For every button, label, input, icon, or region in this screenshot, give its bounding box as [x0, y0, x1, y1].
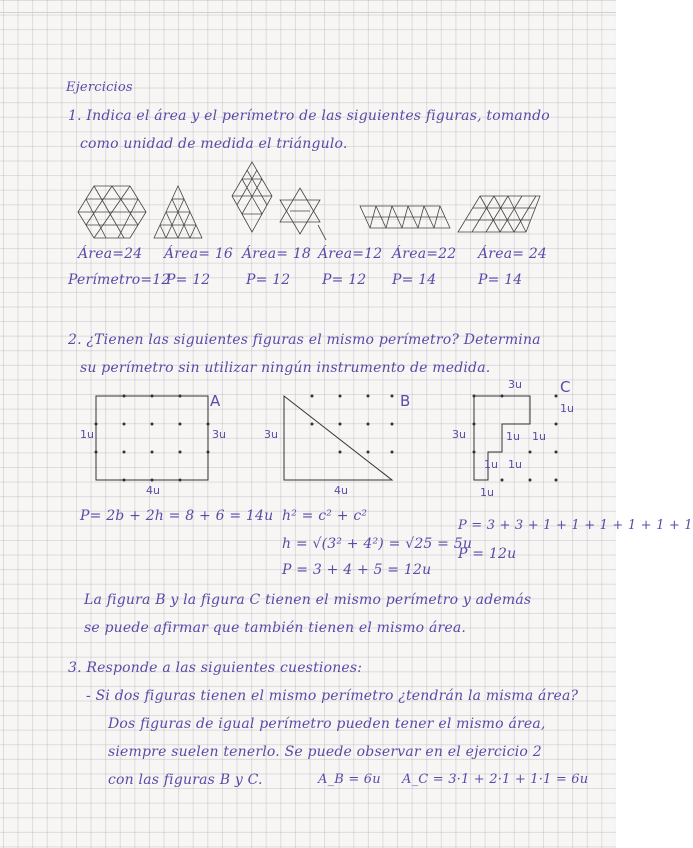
ex2-conclusion2: se puede afirmar que también tienen el mismo área. — [84, 620, 467, 636]
fig1-area: Área=24 — [78, 246, 143, 262]
fig-b-height: 3u — [264, 428, 278, 441]
title: Ejercicios — [66, 80, 133, 95]
figure-b — [284, 395, 394, 481]
ex3-answer-line3: con las figuras B y C. — [108, 772, 263, 788]
fig2-area: Área= 16 — [164, 246, 234, 262]
ex2-line1: 2. ¿Tienen las siguientes figuras el mismo perímetro? Determina — [68, 332, 541, 348]
ex3-answer-line1: Dos figuras de igual perímetro pueden tener el mismo área, — [108, 716, 546, 732]
fig3-perimeter: P= 12 — [246, 272, 291, 288]
fig-a-side: 1u — [80, 428, 94, 441]
fig-c-unit2: 1u — [532, 430, 546, 443]
fig-c-unit1: 1u — [506, 430, 520, 443]
fig-c-unit4: 1u — [508, 458, 522, 471]
fig-c-unit3: 1u — [484, 458, 498, 471]
fig-a-height: 3u — [212, 428, 226, 441]
ex3-title: 3. Responde a las siguientes cuestiones: — [68, 660, 363, 676]
fig3-area: Área= 18 — [242, 246, 312, 262]
fig-b-formula1: h² = c² + c² — [282, 508, 368, 524]
fig-a-formula: P= 2b + 2h = 8 + 6 = 14u — [80, 508, 274, 524]
fig2-perimeter: P= 12 — [166, 272, 211, 288]
ex2-conclusion1: La figura B y la figura C tienen el mismo perímetro y además — [84, 592, 532, 608]
fig6-area: Área= 24 — [478, 246, 548, 262]
fig-c-left: 3u — [452, 428, 466, 441]
fig4-area: Área=12 — [318, 246, 383, 262]
fig-b-formula3: P = 3 + 4 + 5 = 12u — [282, 562, 432, 578]
fig6-perimeter: P= 14 — [478, 272, 523, 288]
fig4-perimeter: P= 12 — [322, 272, 367, 288]
fig-c-base: 1u — [480, 486, 494, 499]
ex1-line1: 1. Indica el área y el perímetro de las siguientes figuras, tomando — [68, 108, 550, 124]
figure-a — [95, 395, 210, 482]
ex2-line2: su perímetro sin utilizar ningún instrumento de medida. — [80, 360, 491, 376]
fig-c-formula1: P = 3 + 3 + 1 + 1 + 1 + 1 + 1 + 1 — [458, 518, 693, 533]
ex3-area-b: A_B = 6u — [318, 772, 381, 787]
fig-c-right: 1u — [560, 402, 574, 415]
fig-a-label: A — [210, 392, 221, 410]
fig1-perimeter: Perímetro=12 — [68, 272, 171, 288]
ex3-question: - Si dos figuras tienen el mismo perímetro ¿tendrán la misma área? — [86, 688, 579, 704]
fig-b-label: B — [400, 392, 411, 410]
ex3-answer-line2: siempre suelen tenerlo. Se puede observar en el ejercicio 2 — [108, 744, 542, 760]
ex3-area-c: A_C = 3·1 + 2·1 + 1·1 = 6u — [402, 772, 589, 787]
fig-c-top: 3u — [508, 378, 522, 391]
fig5-perimeter: P= 14 — [392, 272, 437, 288]
fig-c-formula2: P = 12u — [458, 546, 517, 562]
fig5-area: Área=22 — [392, 246, 457, 262]
fig-a-base: 4u — [146, 484, 160, 497]
fig-b-base: 4u — [334, 484, 348, 497]
fig-c-label: C — [560, 378, 571, 396]
ex1-line2: como unidad de medida el triángulo. — [80, 136, 348, 152]
fig-b-formula2: h = √(3² + 4²) = √25 = 5u — [282, 536, 473, 552]
